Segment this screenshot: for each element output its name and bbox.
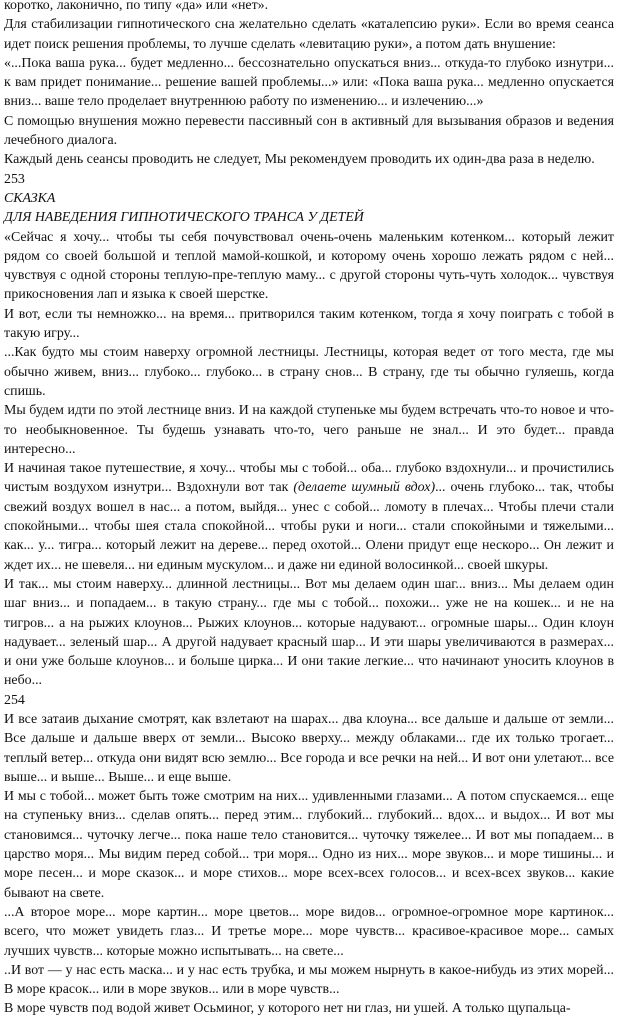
paragraph: коротко, лаконично, по типу «да» или «нет». — [4, 0, 269, 13]
paragraph: В море чувств под водой живет Осьминог, у которого нет ни глаз, ни ушей. А только щупальца- — [4, 1001, 571, 1017]
paragraph: И все затаив дыхание смотрят, как взлетают на шарах... два клоуна... все дальше и дальше от земли... Все дальше и дальше вверх от земли... Высоко вверху... между облаками... где их только трогает... теплый ветер... откуда они видят всю землю... Все города и все речки на ней... И вот они улетают... все выше... и выше... Выше... и еще выше. — [4, 711, 614, 785]
paragraph — [4, 459, 614, 575]
paragraph: «...Пока ваша рука... будет медленно... бессознательно опускаться вниз... откуда-то глубоко изнутри... к вам придет понимание... решение вашей проблемы...» или: «Пока ваша рука... медленно опускается вниз... ваше тело проделает внутреннюю работу по изменению... и излечению...» — [4, 55, 614, 110]
paragraph-text: И начиная такое путешествие, я хочу... чтобы мы с тобой... оба... глубоко вздохнули... и прочистились чистым воздухом изнутри... Вздохнули вот так — [4, 461, 614, 496]
paragraph-text: ... очень глубоко... так, чтобы свежий воздух вошел в нас... а потом, выйдя... унес с собой... ломоту в плечах... Чтобы плечи стали спокойными... чтобы шея стала спокойной... чтобы руки и ноги... стали спокойными и тяжелыми... как... у... тигра... который лежит на дереве... перед охотой... Олени придут еще нескоро... Он лежит и ждет их... не шевеля... ни единым мускулом... и даже ни единой волосинкой... своей шкуры. — [4, 480, 614, 573]
page-number: 254 — [4, 692, 25, 708]
paragraph: И вот, если ты немножко... на время... притворился таким котенком, тогда я хочу поиграть с тобой в такую игру... — [4, 306, 614, 342]
paragraph: ...Как будто мы стоим наверху огромной лестницы. Лестницы, которая ведет от того места, где мы обычно живем, вниз... глубоко... глубоко... в страну снов... В страну, где ты обычно гуляешь, когда спишь. — [4, 345, 614, 399]
paragraph: ..И вот — у нас есть маска... и у нас есть трубка, и мы можем нырнуть в какое-нибудь из этих морей... В море красок... или в море звуков... или в море чувств... — [4, 962, 614, 998]
paragraph: Каждый день сеансы проводить не следует, Мы рекомендуем проводить их один-два раза в неделю. — [4, 152, 595, 168]
paragraph: Для стабилизации гипнотического сна желательно сделать «каталепсию руки». Если во время сеанса идет поиск решения проблемы, то лучше сделать «левитацию руки», а потом дать внушение: — [4, 17, 614, 52]
paragraph: «Сейчас я хочу... чтобы ты себя почувствовал очень-очень маленьким котенком... который лежит рядом со своей большой и теплой мамой-кошкой, и которому очень хорошо лежать рядом с ней... чувствуя с одной стороны теплую-пре-теплую маму... с другой стороны чуть-чуть холодок... чувствуя прикосновения лап и языка к своей шерстке. — [4, 229, 614, 303]
page-number: 253 — [4, 171, 25, 187]
paragraph: И мы с тобой... может быть тоже смотрим на них... удивленными глазами... А потом спускаемся... еще на ступеньку вниз... сделав опять... перед этим... глубокий... глубокий... вдох... и выдох... И вот мы становимся... чуточку легче... пока наше тело становится... чуточку тяжелее... И вот мы попадаем... в царство моря... Мы видим перед собой... три моря... Одно из них... море звуков... и море тишины... и море песен... и море сказок... и море стихов... море всех-всех голосов... и всех-всех звуков... какие бывают на свете. — [4, 789, 614, 901]
italic-remark: (делаете шумный вдох) — [293, 480, 436, 496]
paragraph: Мы будем идти по этой лестнице вниз. И на каждой ступеньке мы будем встречать что-то новое и что-то необыкновенное. Ты будешь узнавать что-то, чего раньше не знал... И это будет... правда интересно... — [4, 403, 614, 457]
paragraph: С помощью внушения можно перевести пассивный сон в активный для вызывания образов и ведения лечебного диалога. — [4, 113, 614, 149]
section-title: СКАЗКА — [4, 190, 56, 206]
paragraph: И так... мы стоим наверху... длинной лестницы... Вот мы делаем один шаг... вниз... Мы делаем один шаг вниз... и попадаем... в такую страну... где мы с тобой... похожи... уже не на кошек... и не на тигров... а на рыжих клоунов... Рыжих клоунов... которые надувают... огромные шары... Один клоун надувает... зеленый шар... А другой надувает красный шар... И эти шары увеличиваются в размерах... и они уже больше клоунов... и больше цирка... И они такие легкие... что начинают уносить клоунов в небо... — [4, 576, 614, 689]
section-subtitle: ДЛЯ НАВЕДЕНИЯ ГИПНОТИЧЕСКОГО ТРАНСА У ДЕТЕЙ — [4, 210, 364, 226]
paragraph: ...А второе море... море картин... море цветов... море видов... огромное-огромное море картинок... всего, что может увидеть глаз... И третье море... море чувств... красивое-красивое море... самых лучших чувств... которые можно испытывать... на свете... — [4, 904, 614, 959]
